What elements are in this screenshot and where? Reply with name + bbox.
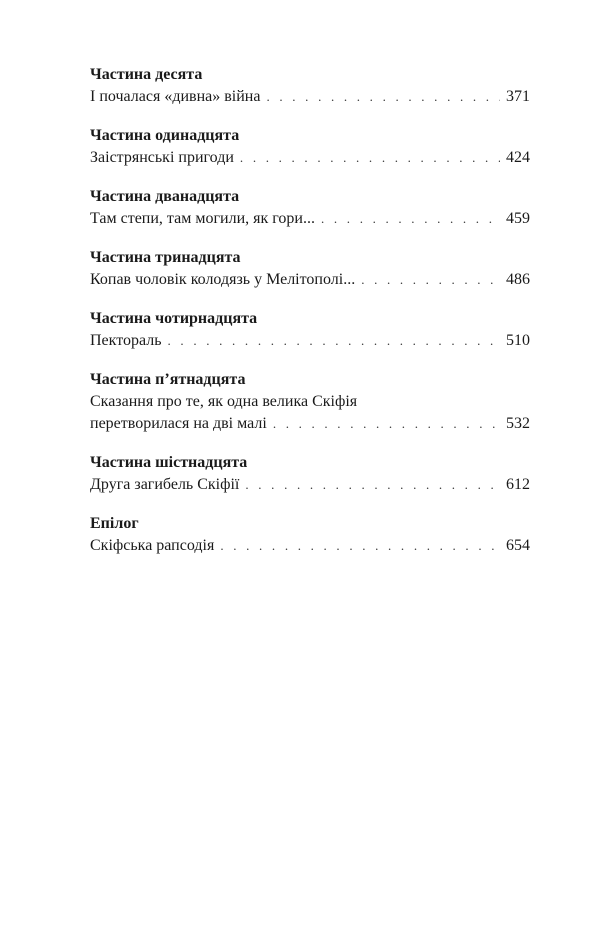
toc-entry[interactable]: [90, 330, 530, 352]
dot-leader: [321, 208, 500, 230]
toc-entry[interactable]: [90, 147, 530, 169]
part-title: Частина десята: [90, 66, 203, 83]
toc-section: [90, 64, 530, 108]
part-title: Частина чотирнадцята: [90, 310, 258, 327]
toc-entry[interactable]: [90, 269, 530, 291]
entry-title: Копав чоловік колодязь у Мелітополі...: [90, 271, 356, 288]
dot-leader: [168, 330, 500, 352]
toc-entry[interactable]: [90, 535, 530, 557]
dot-leader: [273, 413, 500, 435]
toc-entry[interactable]: [90, 208, 530, 230]
toc-section: [90, 452, 530, 496]
dot-leader: [266, 86, 500, 108]
dot-leader: [361, 269, 500, 291]
page-number: 459: [506, 210, 530, 227]
page-number: 532: [506, 415, 530, 432]
part-title: Епілог: [90, 515, 139, 532]
dot-leader: [245, 474, 500, 496]
entry-title: І почалася «дивна» війна: [90, 88, 261, 105]
entry-title: Заістрянські пригоди: [90, 149, 234, 166]
dot-leader: [240, 147, 500, 169]
toc-entry[interactable]: [90, 474, 530, 496]
entry-title-line-1: Сказання про те, як одна велика Скіфія: [90, 393, 358, 410]
part-title: Частина одинадцята: [90, 127, 240, 144]
entry-title: Скіфська рапсодія: [90, 537, 215, 554]
page-number: 371: [506, 88, 530, 105]
table-of-contents: [90, 64, 530, 574]
toc-section: [90, 125, 530, 169]
entry-title: Друга загибель Скіфії: [90, 476, 240, 493]
part-title: Частина тринадцята: [90, 249, 241, 266]
page-number: 510: [506, 332, 530, 349]
entry-title: Пектораль: [90, 332, 162, 349]
entry-title: перетворилася на дві малі: [90, 415, 267, 432]
entry-title: Там степи, там могили, як гори...: [90, 210, 315, 227]
toc-section: [90, 513, 530, 557]
dot-leader: [220, 535, 500, 557]
toc-entry[interactable]: [90, 86, 530, 108]
part-title: Частина дванадцята: [90, 188, 240, 205]
toc-section: [90, 186, 530, 230]
page-number: 612: [506, 476, 530, 493]
part-title: Частина шістнадцята: [90, 454, 248, 471]
page-number: 486: [506, 271, 530, 288]
part-title: Частина п’ятнадцята: [90, 371, 246, 388]
toc-section: [90, 247, 530, 291]
page-number: 424: [506, 149, 530, 166]
toc-entry[interactable]: [90, 391, 530, 435]
toc-section: [90, 369, 530, 435]
toc-section: [90, 308, 530, 352]
page-number: 654: [506, 537, 530, 554]
